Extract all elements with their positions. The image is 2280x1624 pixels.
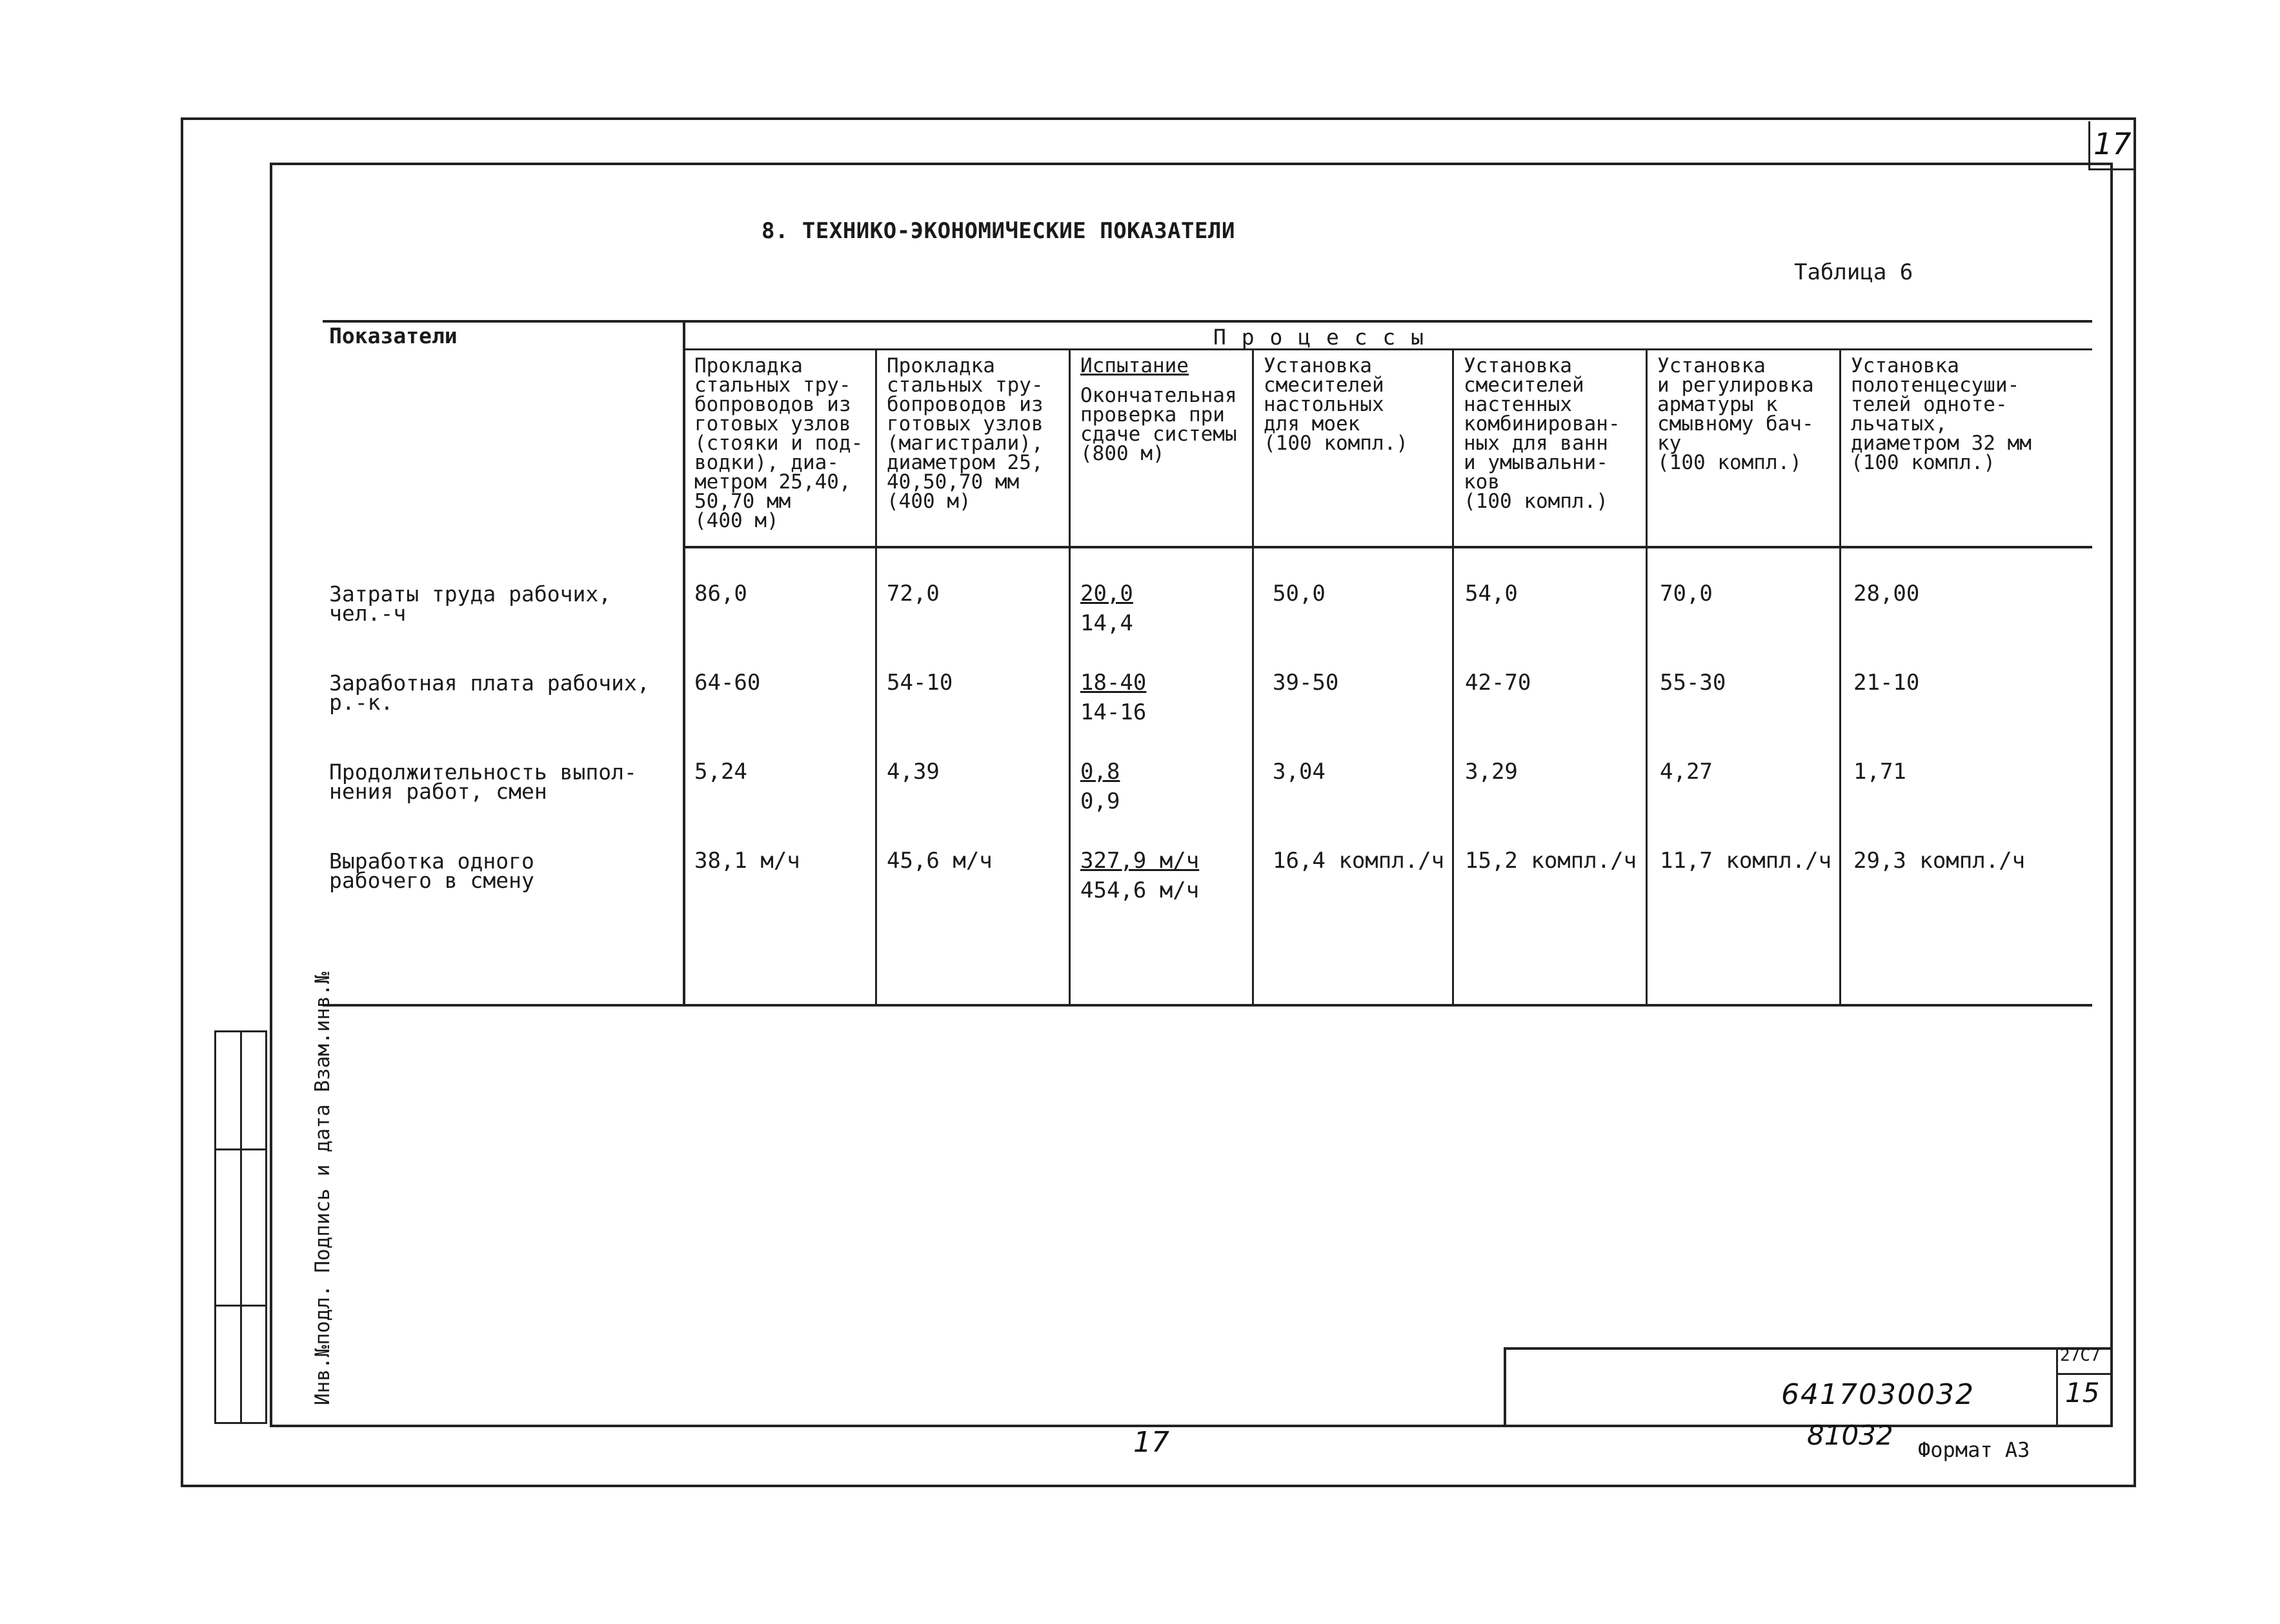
table-cell-second-value: 454,6 м/ч (1080, 877, 1200, 903)
table-cell: 18-40 (1080, 670, 1147, 696)
table-cell-second-value: 0,9 (1080, 788, 1120, 814)
table-number: Таблица 6 (1794, 259, 1913, 285)
row-label: Продолжительность выпол- нения работ, смен (329, 759, 637, 804)
table-cell: 3,29 (1465, 759, 1518, 785)
column-header-7: Установка полотенцесуши- телей одноте- льчатых, диаметром 32 мм (100 компл.) (1851, 354, 2032, 474)
table-cell-second-value: 14-16 (1080, 699, 1147, 725)
column-header-2: Прокладка стальных тру- бопроводов из готовых узлов (магистрали), диаметром 25, 40,50,70 мм (400 м) (887, 354, 1044, 513)
column-divider (1646, 348, 1648, 1004)
table-cell: 64-60 (694, 670, 761, 696)
indicators-header: Показатели (329, 323, 458, 348)
table-cell: 0,8 (1080, 759, 1120, 785)
sheet-number: 15 (2065, 1377, 2100, 1408)
column-divider (875, 348, 877, 1004)
sub-code: 81032 (1807, 1419, 1893, 1451)
table-cell: 70,0 (1660, 581, 1713, 606)
table-cell: 1,71 (1853, 759, 1906, 785)
table-cell: 3,04 (1273, 759, 1326, 785)
row-label: Затраты труда рабочих, чел.-ч (329, 581, 612, 626)
table-cell: 21-10 (1853, 670, 1920, 696)
paper-format: Формат А3 (1918, 1438, 2030, 1462)
title-block-divider (2056, 1373, 2113, 1375)
table-cell: 54-10 (887, 670, 953, 696)
table-cell: 39-50 (1273, 670, 1339, 696)
table-cell: 5,24 (694, 759, 747, 785)
table-cell: 11,7 компл./ч (1660, 848, 1832, 874)
table-cell: 55-30 (1660, 670, 1726, 696)
table-cell: 15,2 компл./ч (1465, 848, 1637, 874)
column-divider (683, 320, 685, 1004)
signature-strip-text: Инв.№подл. Подпись и дата Взам.инв.№ (311, 972, 334, 1405)
column-divider (1252, 348, 1254, 1004)
table-cell: 4,27 (1660, 759, 1713, 785)
header-bottom-rule (683, 546, 2092, 548)
table-bottom-rule (323, 1004, 2092, 1007)
column-header-4: Установка смесителей настольных для моек (100 компл.) (1264, 354, 1408, 455)
processes-header: П р о ц е с с ы (1213, 325, 1426, 350)
section-heading: 8. ТЕХНИКО-ЭКОНОМИЧЕСКИЕ ПОКАЗАТЕЛИ (762, 218, 1235, 244)
row-label: Выработка одного рабочего в смену (329, 848, 534, 893)
table-cell: 38,1 м/ч (694, 848, 800, 874)
table-top-rule (323, 320, 2092, 323)
column-header-5: Установка смесителей настенных комбинирован- ных для ванн и умывальни- ков (100 компл.) (1464, 354, 1620, 513)
table-cell: 4,39 (887, 759, 940, 785)
strip-divider (240, 1030, 242, 1424)
table-cell: 86,0 (694, 581, 747, 606)
corner-mark: 27С7 (2060, 1346, 2101, 1365)
table-cell: 45,6 м/ч (887, 848, 993, 874)
table-cell: 327,9 м/ч (1080, 848, 1200, 874)
column-header-1: Прокладка стальных тру- бопроводов из готовых узлов (стояки и под- водки), диа- метром 25,40, 50,70 мм (400 м) (694, 354, 863, 532)
table-cell: 29,3 компл./ч (1853, 848, 2026, 874)
table-cell: 54,0 (1465, 581, 1518, 606)
column-header-3-title: Испытание (1080, 354, 1189, 377)
column-header-3: Окончательная проверка при сдаче системы (800 м) (1080, 384, 1237, 465)
table-cell: 50,0 (1273, 581, 1326, 606)
column-header-6: Установка и регулировка арматуры к смывному бач- ку (100 компл.) (1657, 354, 1814, 474)
column-divider (1452, 348, 1454, 1004)
table-cell: 16,4 компл./ч (1273, 848, 1445, 874)
page-number: 17 (1133, 1426, 1169, 1459)
table-cell: 42-70 (1465, 670, 1531, 696)
document-code: 6417030032 (1781, 1378, 1975, 1411)
table-cell: 20,0 (1080, 581, 1133, 606)
row-label: Заработная плата рабочих, р.-к. (329, 670, 650, 715)
sheet-mark: 17 (2093, 126, 2132, 161)
table-cell: 28,00 (1853, 581, 1920, 606)
table-cell: 72,0 (887, 581, 940, 606)
table-cell-second-value: 14,4 (1080, 610, 1133, 636)
title-block-divider (2056, 1347, 2058, 1427)
column-divider (1839, 348, 1841, 1004)
column-divider (1069, 348, 1071, 1004)
